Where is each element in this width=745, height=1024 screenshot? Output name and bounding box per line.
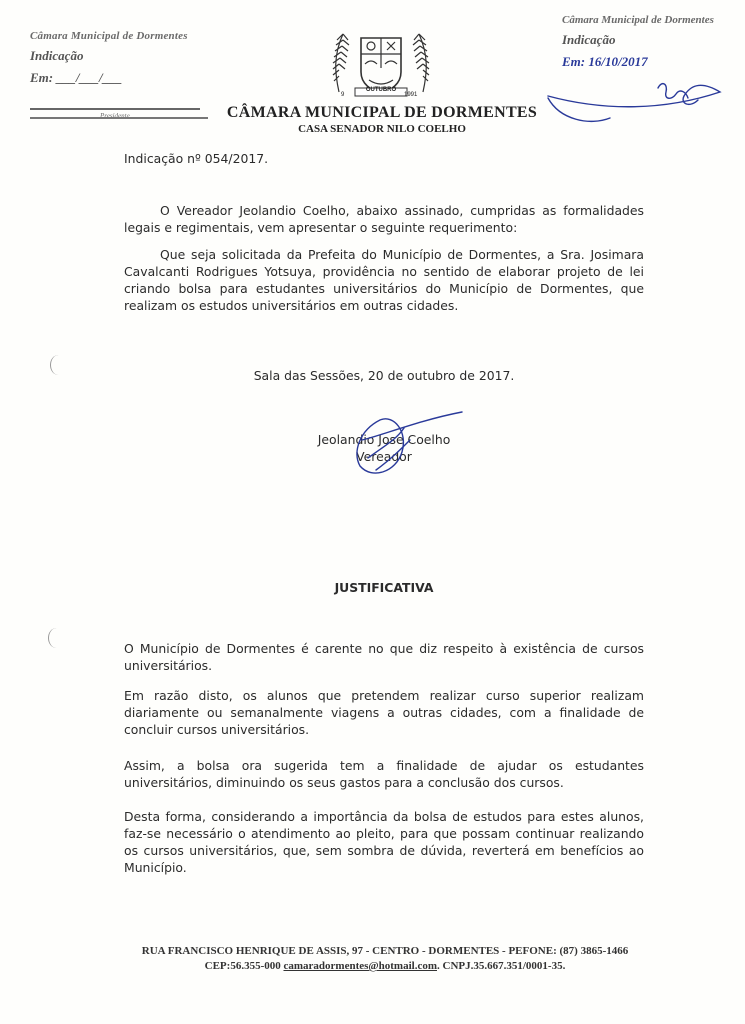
request-paragraph: Que seja solicitada da Prefeita do Município de Dormentes, a Sra. Josimara Cavalcanti Rodrigues Yotsuya, providência no sentido de elaborar projeto de lei criando bolsa para estudantes universitários do Município de Dormentes, que realizam os estudos universitários em outras cidades. (124, 247, 644, 313)
stamp-date-label: Em: ___/___/___ (30, 70, 123, 85)
stamp-date-value: Em: 16/10/2017 (562, 54, 648, 69)
footer-cnpj: . CNPJ.35.667.351/0001-35. (437, 960, 566, 972)
crest-year-right: 1991 (404, 92, 418, 98)
intro-paragraph: O Vereador Jeolandio Coelho, abaixo assinado, cumpridas as formalidades legais e regimentais, vem apresentar o seguinte requerimento: (124, 203, 644, 235)
stamp-indication-label: Indicação (30, 48, 84, 63)
letterhead-subtitle: CASA SENADOR NILO COELHO (298, 123, 466, 135)
letterhead-title: CÂMARA MUNICIPAL DE DORMENTES (226, 104, 538, 121)
crest-ribbon-text: OUTUBRO (365, 87, 397, 93)
justification-paragraph: Em razão disto, os alunos que pretendem realizar curso superior realizam diariamente ou semanalmente viagens a outras cidades, com a finalidade de concluir cursos universitários. (124, 688, 644, 737)
stamp-title: Câmara Municipal de Dormentes (562, 14, 714, 26)
footer-cep: CEP:56.355-000 (204, 960, 281, 972)
stamp-title: Câmara Municipal de Dormentes (30, 30, 188, 42)
signer-name: Jeolandio Jose Coelho (317, 432, 451, 447)
footer-line-address: RUA FRANCISCO HENRIQUE DE ASSIS, 97 - CENTRO - DORMENTES - PEFONE: (87) 3865-1466 (141, 945, 629, 957)
place-date: Sala das Sessões, 20 de outubro de 2017. (253, 368, 515, 383)
justification-paragraph: O Município de Dormentes é carente no que diz respeito à existência de cursos universitários. (124, 641, 644, 673)
justification-paragraph: Desta forma, considerando a importância da bolsa de estudos para estes alunos, faz-se necessário o atendimento ao pleito, para que possam continuar realizando os cursos universitários, que, sem sombra de dúvida, reverterá em benefícios ao Município. (124, 809, 644, 875)
crest-year-left: 9 (341, 92, 345, 98)
justification-paragraph: Assim, a bolsa ora sugerida tem a finalidade de ajudar os estudantes universitários, diminuindo os seus gastos para a conclusão dos cursos. (124, 758, 644, 790)
footer-email-link[interactable]: camaradormentes@hotmail.com (283, 960, 437, 972)
vereador-signature (357, 419, 403, 473)
signer-role: Vereador (356, 449, 412, 464)
justification-title: JUSTIFICATIVA (334, 580, 434, 595)
stamp-signature-scribble (548, 85, 720, 106)
stamp-president-label: Presidente (100, 112, 130, 120)
stamp-indication-label: Indicação (562, 32, 616, 47)
document-number: Indicação nº 054/2017. (124, 151, 269, 166)
